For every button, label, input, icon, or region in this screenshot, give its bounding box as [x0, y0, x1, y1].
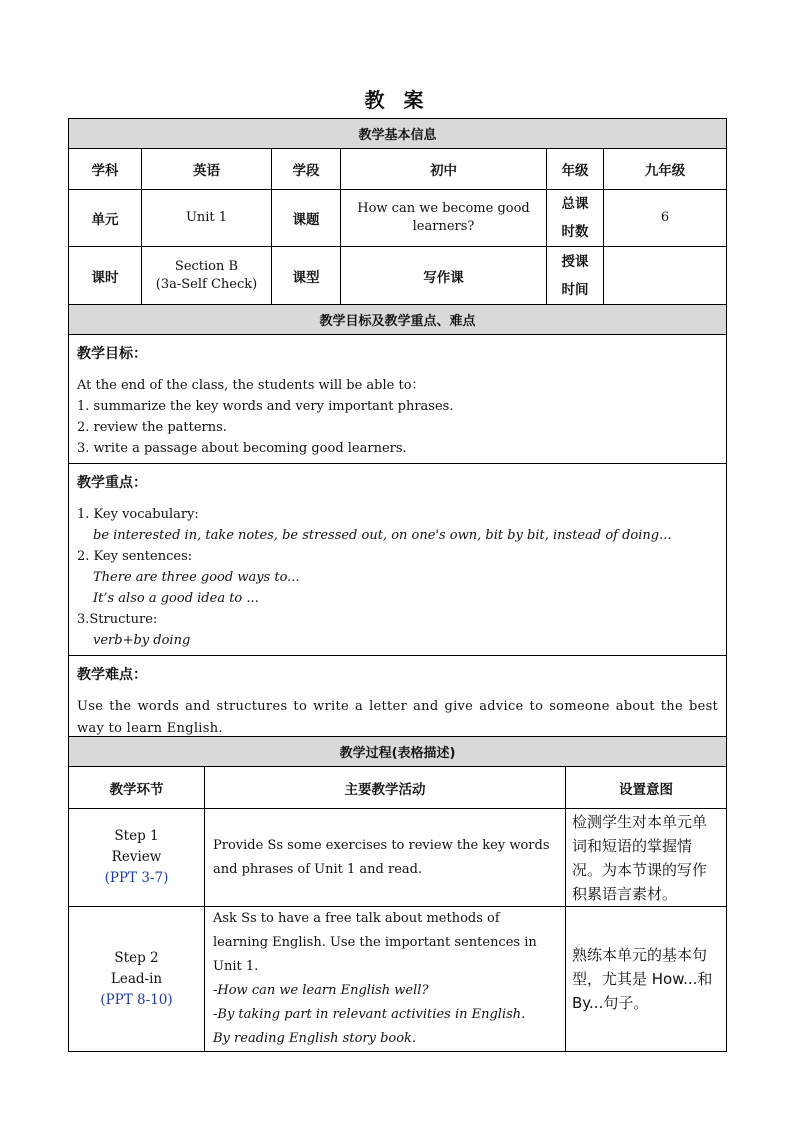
- objectives-line: 3. write a passage about becoming good learners.: [77, 441, 407, 456]
- column-header-stage: 教学环节: [69, 767, 205, 809]
- total-hours-label-line2: 时数: [561, 224, 589, 240]
- step2-example-question: -How can we learn English well?: [213, 983, 429, 998]
- subject-label: 学科: [69, 149, 142, 190]
- step2-intent: 熟练本单元的基本句型，尤其是 How...和By...句子。: [566, 907, 727, 1052]
- key-vocabulary-detail: be interested in, take notes, be stressed out, on one's own, bit by bit, instead of doing...: [93, 528, 672, 543]
- period-value-line2: (3a-Self Check): [155, 276, 258, 292]
- period-label: 课时: [69, 247, 142, 305]
- teaching-time-label: [547, 247, 604, 305]
- subject-value: 英语: [142, 149, 272, 190]
- topic-value: How can we become good learners?: [341, 190, 547, 247]
- total-hours-label-line1: 总课: [561, 196, 589, 212]
- document-title: 教 案: [364, 88, 430, 112]
- step2-example-answer: -By taking part in relevant activities in English.: [213, 1007, 526, 1022]
- objectives-line: 2. review the patterns.: [77, 420, 227, 435]
- step2-name: Step 2: [114, 949, 159, 966]
- difficulties-title: 教学难点：: [77, 667, 147, 683]
- topic-label: 课题: [272, 190, 341, 247]
- stage-value: 初中: [341, 149, 547, 190]
- unit-value: Unit 1: [142, 190, 272, 247]
- lesson-type-label: 课型: [272, 247, 341, 305]
- objectives-title: 教学目标：: [77, 346, 147, 362]
- key-sentence: There are three good ways to...: [93, 570, 300, 585]
- grade-value: 九年级: [604, 149, 727, 190]
- step1-ppt: (PPT 3-7): [104, 870, 169, 886]
- objectives-line: At the end of the class, the students will be able to：: [77, 378, 425, 393]
- column-header-intent: 设置意图: [566, 767, 727, 809]
- step1-stage: Review: [111, 849, 162, 865]
- total-hours-value: 6: [604, 190, 727, 247]
- stage-label: 学段: [272, 149, 341, 190]
- step2-example-answer: By reading English story book.: [213, 1031, 417, 1046]
- teaching-time-value: [604, 247, 727, 305]
- total-hours-label: [547, 190, 604, 247]
- lesson-plan-table: [68, 118, 727, 745]
- step1-name: Step 1: [114, 828, 159, 844]
- basic-info-header: 教学基本信息: [69, 119, 727, 149]
- step1-cell: [69, 809, 205, 907]
- key-points-title: 教学重点：: [77, 475, 147, 491]
- grade-label: 年级: [547, 149, 604, 190]
- step2-cell: [69, 907, 205, 1052]
- step1-activity: Provide Ss some exercises to review the key words and phrases of Unit 1 and read.: [205, 809, 566, 907]
- step2-ppt: (PPT 8-10): [100, 991, 173, 1008]
- step2-activity: [205, 907, 566, 1052]
- key-points-section: [69, 464, 727, 656]
- teaching-time-label-line1: 授课: [561, 253, 589, 270]
- period-value-line1: Section B: [174, 258, 239, 274]
- lesson-type-value: 写作课: [341, 247, 547, 305]
- structure-label: 3.Structure:: [77, 612, 158, 627]
- step2-activity-text: Ask Ss to have a free talk about methods of learning English. Use the important sentences in Unit 1.: [213, 911, 537, 974]
- key-sentences-label: 2. Key sentences:: [77, 549, 193, 564]
- key-sentence: It’s also a good idea to ...: [93, 591, 259, 606]
- period-value: [142, 247, 272, 305]
- teaching-process-table: [68, 736, 727, 1052]
- goals-header: 教学目标及教学重点、难点: [69, 305, 727, 335]
- objectives-section: [69, 335, 727, 464]
- key-vocabulary-label: 1. Key vocabulary:: [77, 507, 199, 522]
- teaching-time-label-line2: 时间: [561, 281, 589, 298]
- step2-stage: Lead-in: [110, 970, 163, 987]
- difficulties-section: [69, 656, 727, 745]
- process-header: 教学过程(表格描述): [69, 737, 727, 767]
- structure-detail: verb+by doing: [93, 633, 191, 648]
- unit-label: 单元: [69, 190, 142, 247]
- difficulties-text: Use the words and structures to write a letter and give advice to someone about the best way to learn English.: [77, 699, 719, 736]
- step1-intent: 检测学生对本单元单词和短语的掌握情况。为本节课的写作积累语言素材。: [566, 809, 727, 907]
- column-header-activities: 主要教学活动: [205, 767, 566, 809]
- objectives-line: 1. summarize the key words and very important phrases.: [77, 399, 454, 414]
